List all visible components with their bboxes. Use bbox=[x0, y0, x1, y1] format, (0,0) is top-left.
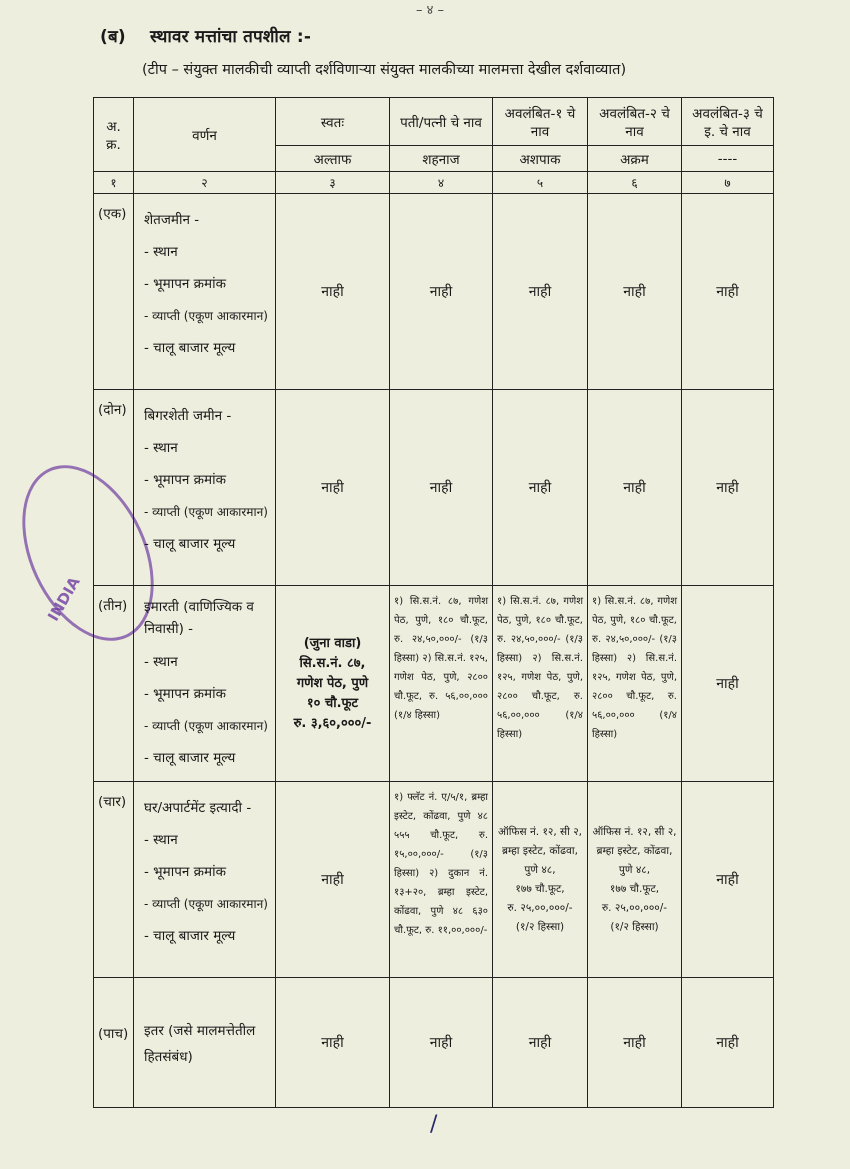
row-description bbox=[134, 586, 276, 782]
col-number: ३ bbox=[276, 172, 390, 194]
row-item: - चालू बाजार मूल्य bbox=[144, 340, 236, 356]
row-title: बिगरशेती जमीन - bbox=[144, 408, 232, 424]
col-number: ५ bbox=[493, 172, 588, 194]
row-item: - भूमापन क्रमांक bbox=[144, 472, 226, 488]
stamp-lettering: INDIA bbox=[44, 573, 84, 625]
name-dep1: अशपाक bbox=[493, 146, 588, 172]
property-line: पुणे ४८, bbox=[524, 863, 556, 876]
col-number: ४ bbox=[390, 172, 493, 194]
cell-value: नाही bbox=[276, 390, 390, 586]
table-row bbox=[94, 194, 774, 390]
table-row bbox=[94, 782, 774, 978]
property-line: ऑफिस नं. १२, सी २, bbox=[592, 825, 677, 838]
dep2-property-cell: १) सि.स.नं. ८७, गणेश पेठ, पुणे, १८० चौ.फूट, रु. २४,५०,०००/- (१/३ हिस्सा) २) सि.स.नं. १२५, गणेश पेठ, पुणे, २८०० चौ.फूट, रु. ५६,००,००० (१/४ हिस्सा) bbox=[588, 586, 682, 782]
self-property-line: १० चौ.फूट bbox=[306, 695, 359, 711]
cell-value: नाही bbox=[682, 390, 774, 586]
cell-value: नाही bbox=[588, 194, 682, 390]
row-description bbox=[134, 978, 276, 1108]
row-sr: (तीन) bbox=[94, 586, 134, 782]
cell-value: नाही bbox=[390, 390, 493, 586]
row-description bbox=[134, 782, 276, 978]
header-row bbox=[94, 98, 774, 146]
cell-value: नाही bbox=[588, 978, 682, 1108]
row-item: - व्याप्ती (एकूण आकारमान) bbox=[144, 897, 268, 911]
property-line: १७७ चौ.फूट, bbox=[515, 882, 565, 895]
cell-value: नाही bbox=[682, 978, 774, 1108]
row-item: - व्याप्ती (एकूण आकारमान) bbox=[144, 505, 268, 519]
name-dep2: अक्रम bbox=[588, 146, 682, 172]
row-item: - स्थान bbox=[144, 832, 178, 848]
dep2-property-cell bbox=[588, 782, 682, 978]
header-dep3: अवलंबित-३ चे इ. चे नाव bbox=[682, 98, 774, 146]
row-sr: (दोन) bbox=[94, 390, 134, 586]
column-number-row bbox=[94, 172, 774, 194]
property-line: रु. २५,००,०००/- bbox=[507, 901, 573, 914]
cell-value: नाही bbox=[682, 586, 774, 782]
immovable-assets-table bbox=[93, 97, 774, 1108]
cell-value: नाही bbox=[276, 978, 390, 1108]
section-heading bbox=[100, 24, 311, 47]
row-title: शेतजमीन - bbox=[144, 212, 200, 228]
row-item: - व्याप्ती (एकूण आकारमान) bbox=[144, 309, 268, 323]
col-number: १ bbox=[94, 172, 134, 194]
row-item: - चालू बाजार मूल्य bbox=[144, 928, 236, 944]
self-property-cell bbox=[276, 586, 390, 782]
cell-value: नाही bbox=[493, 978, 588, 1108]
section-note: (टीप – संयुक्त मालकीची व्याप्ती दर्शविणाऱ्या संयुक्त मालकीच्या मालमत्ता देखील दर्शवाव्यात) bbox=[142, 62, 627, 78]
name-spouse: शहनाज bbox=[390, 146, 493, 172]
dep1-property-cell: १) सि.स.नं. ८७, गणेश पेठ, पुणे, १८० चौ.फूट, रु. २४,५०,०००/- (१/३ हिस्सा) २) सि.स.नं. १२५, गणेश पेठ, पुणे, २८०० चौ.फूट, रु. ५६,००,००० (१/४ हिस्सा) bbox=[493, 586, 588, 782]
page-number: – ४ – bbox=[415, 3, 445, 18]
property-line: ब्रम्हा इस्टेट, कोंढवा, bbox=[596, 844, 673, 857]
table-row bbox=[94, 978, 774, 1108]
header-spouse: पती/पत्नी चे नाव bbox=[390, 98, 493, 146]
header-sr: अ. क्र. bbox=[94, 98, 134, 172]
table-row bbox=[94, 586, 774, 782]
row-description bbox=[134, 194, 276, 390]
row-item: - व्याप्ती (एकूण आकारमान) bbox=[144, 719, 268, 733]
spouse-property-cell: १) सि.स.नं. ८७, गणेश पेठ, पुणे, १८० चौ.फूट, रु. २४,५०,०००/- (१/३ हिस्सा) २) सि.स.नं. १२५, गणेश पेठ, पुणे, २८०० चौ.फूट, रु. ५६,००,००० (१/४ हिस्सा) bbox=[390, 586, 493, 782]
row-title: घर/अपार्टमेंट इत्यादी - bbox=[144, 800, 252, 816]
cell-value: नाही bbox=[588, 390, 682, 586]
row-item: - भूमापन क्रमांक bbox=[144, 686, 226, 702]
property-line: रु. २५,००,०००/- bbox=[601, 901, 668, 914]
row-sr: (चार) bbox=[94, 782, 134, 978]
cell-value: नाही bbox=[276, 194, 390, 390]
row-title: इतर (जसे मालमत्तेतील हितसंबंध) bbox=[144, 1023, 256, 1065]
name-dep3: ---- bbox=[682, 146, 774, 172]
self-property-line: (जुना वाडा) bbox=[303, 635, 362, 651]
name-self: अल्ताफ bbox=[276, 146, 390, 172]
col-number: २ bbox=[134, 172, 276, 194]
cell-value: नाही bbox=[493, 390, 588, 586]
self-property-line: रु. ३,६०,०००/- bbox=[293, 715, 372, 731]
col-number: ७ bbox=[682, 172, 774, 194]
header-dep1: अवलंबित-१ चे नाव bbox=[493, 98, 588, 146]
header-self: स्वतः bbox=[276, 98, 390, 146]
cell-value: नाही bbox=[493, 194, 588, 390]
header-dep2: अवलंबित-२ चे नाव bbox=[588, 98, 682, 146]
col-number: ६ bbox=[588, 172, 682, 194]
row-item: - भूमापन क्रमांक bbox=[144, 276, 226, 292]
property-line: (१/२ हिस्सा) bbox=[515, 920, 565, 933]
property-line: ऑफिस नं. १२, सी २, bbox=[497, 825, 583, 838]
spouse-property-cell: १) फ्लॅट नं. ए/५/१, ब्रम्हा इस्टेट, कोंढवा, पुणे ४८ ५५५ चौ.फूट, रु. १५,००,०००/- (१/३ हिस्सा) २) दुकान नं. १३+२०, ब्रम्हा इस्टेट, कोंढवा, पुणे ४८ ६३० चौ.फूट, रु. ११,००,०००/- bbox=[390, 782, 493, 978]
table-row bbox=[94, 390, 774, 586]
cell-value: नाही bbox=[276, 782, 390, 978]
row-item: - स्थान bbox=[144, 244, 178, 260]
section-label: (ब) bbox=[100, 27, 126, 47]
cell-value: नाही bbox=[390, 978, 493, 1108]
row-item: - स्थान bbox=[144, 440, 178, 456]
row-item: - भूमापन क्रमांक bbox=[144, 864, 226, 880]
row-title: इमारती (वाणिज्यिक व निवासी) - bbox=[144, 599, 254, 637]
signature-mark: / bbox=[430, 1112, 438, 1137]
row-item: - स्थान bbox=[144, 654, 178, 670]
header-desc: वर्णन bbox=[134, 98, 276, 172]
self-property-line: सि.स.नं. ८७, bbox=[299, 655, 366, 671]
row-item: - चालू बाजार मूल्य bbox=[144, 750, 236, 766]
cell-value: नाही bbox=[390, 194, 493, 390]
cell-value: नाही bbox=[682, 194, 774, 390]
row-description bbox=[134, 390, 276, 586]
dep1-property-cell bbox=[493, 782, 588, 978]
cell-value: नाही bbox=[682, 782, 774, 978]
row-item: - चालू बाजार मूल्य bbox=[144, 536, 236, 552]
property-line: पुणे ४८, bbox=[618, 863, 651, 876]
row-sr: (पाच) bbox=[94, 978, 134, 1108]
property-line: (१/२ हिस्सा) bbox=[610, 920, 659, 933]
row-sr: (एक) bbox=[94, 194, 134, 390]
property-line: १७७ चौ.फूट, bbox=[609, 882, 660, 895]
self-property-line: गणेश पेठ, पुणे bbox=[296, 675, 369, 691]
property-line: ब्रम्हा इस्टेट, कोंढवा, bbox=[502, 844, 578, 857]
section-title: स्थावर मत्तांचा तपशील :- bbox=[150, 27, 312, 47]
